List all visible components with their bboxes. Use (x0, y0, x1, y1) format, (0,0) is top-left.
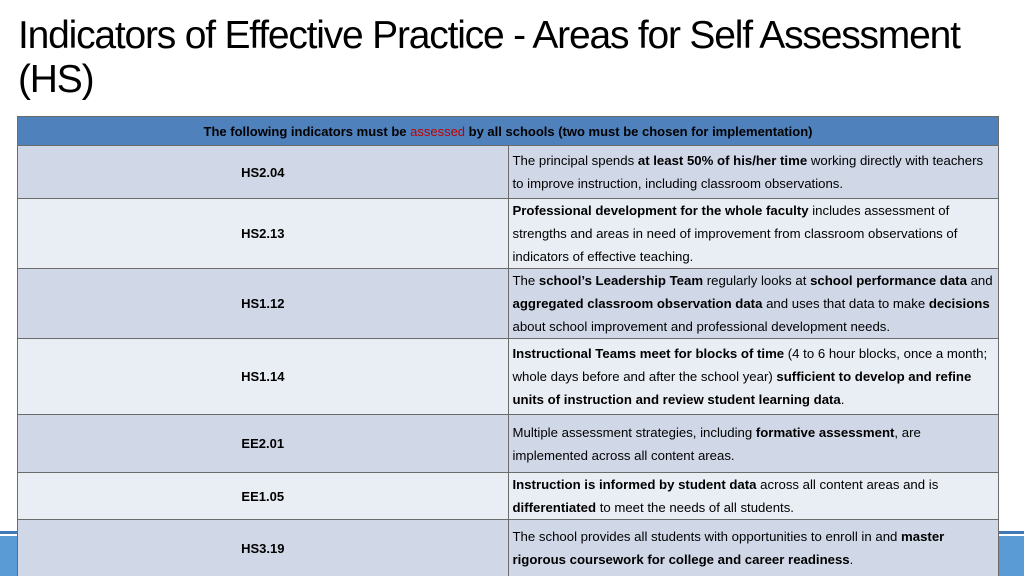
table-row (18, 269, 999, 339)
description-bold-text: at least 50% of his/her time (637, 153, 808, 168)
indicator-code: HS1.14 (18, 339, 509, 415)
description-bold-text: decisions (928, 296, 990, 311)
description-bold-text: Instructional Teams meet for blocks of time (512, 346, 785, 361)
indicator-description (508, 146, 999, 199)
table-header (18, 117, 999, 146)
description-text: (4 to 6 hour blocks, once a month; whole days before and after the school year) (512, 346, 988, 384)
description-text: regularly looks at (703, 273, 811, 288)
description-text: working directly with teachers to improve instruction, including classroom observations. (512, 153, 984, 191)
header-text-before: The following indicators must be (203, 123, 411, 139)
indicator-description (508, 473, 999, 520)
description-bold-text: Instruction is informed by student data (512, 477, 757, 492)
description-text: Multiple assessment strategies, including (512, 424, 756, 440)
indicator-description (508, 269, 999, 339)
description-text: . (849, 552, 854, 567)
header-text-after: by all schools (two must be chosen for implementation) (465, 123, 813, 139)
indicator-description (508, 199, 999, 269)
description-bold-text: school’s Leadership Team (538, 273, 704, 288)
indicator-code: HS2.13 (18, 199, 509, 269)
table-row (18, 415, 999, 473)
description-text: across all content areas and is (756, 477, 939, 492)
indicator-description (508, 520, 999, 576)
description-bold-text: sufficient to develop and refine units of instruction and review student learning data (512, 369, 972, 407)
table-row (18, 473, 999, 520)
indicator-code: HS1.12 (18, 269, 509, 339)
description-text: The principal spends (512, 153, 638, 168)
table-row (18, 199, 999, 269)
table-row (18, 339, 999, 415)
table-row (18, 146, 999, 199)
description-bold-text: formative assessment (755, 424, 895, 440)
table-row (18, 520, 999, 576)
indicator-code: EE2.01 (18, 415, 509, 473)
description-text: , are implemented across all content areas. (512, 424, 921, 463)
description-bold-text: differentiated (512, 500, 597, 515)
description-text: and uses that data to make (762, 296, 929, 311)
indicator-code: HS2.04 (18, 146, 509, 199)
description-text: The school provides all students with opportunities to enroll in and (512, 529, 902, 544)
description-text: includes assessment of strengths and areas in need of improvement from classroom observations of indicators of effective teaching. (512, 203, 958, 264)
header-accent-word: assessed (410, 123, 466, 139)
indicators-table (17, 116, 999, 576)
description-bold-text: aggregated classroom observation data (512, 296, 763, 311)
indicator-code: HS3.19 (18, 520, 509, 576)
description-bold-text: master rigorous coursework for college and career readiness (512, 529, 945, 567)
description-text: and (966, 273, 993, 288)
description-text: to meet the needs of all students. (596, 500, 794, 515)
indicator-description (508, 339, 999, 415)
description-text: The (512, 273, 539, 288)
description-bold-text: school performance data (810, 273, 967, 288)
description-text: about school improvement and professional development needs. (512, 319, 891, 334)
indicator-code: EE1.05 (18, 473, 509, 520)
table-header-row (18, 117, 999, 146)
indicator-description (508, 415, 999, 473)
description-text: . (840, 392, 845, 407)
description-bold-text: Professional development for the whole faculty (512, 203, 809, 218)
slide-title: Indicators of Effective Practice - Areas for Self Assessment (HS) (18, 14, 960, 101)
